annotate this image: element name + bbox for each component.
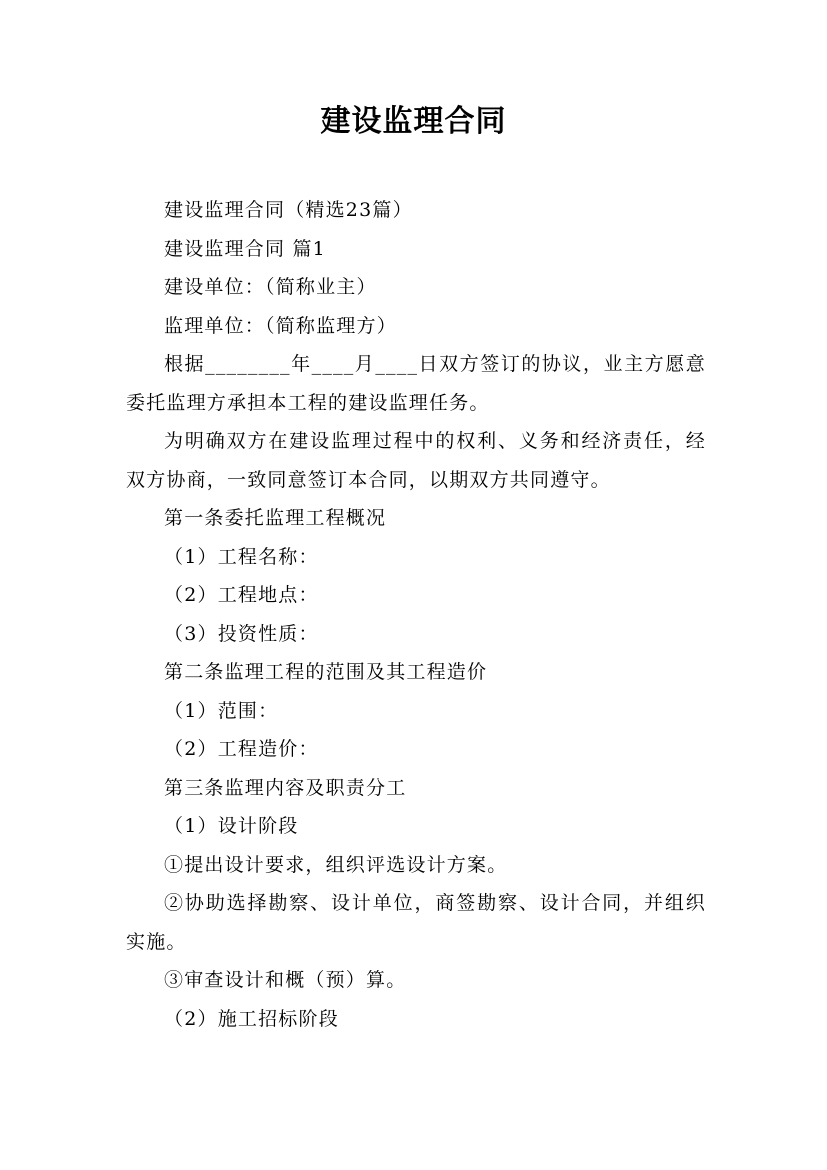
list-item: （1）工程名称： xyxy=(164,545,319,568)
list-item: （2）工程地点： xyxy=(164,584,319,606)
section-heading: 第三条监理内容及职责分工 xyxy=(164,776,407,799)
list-item: （1）范围： xyxy=(164,699,279,722)
paragraph: 监理单位：（简称监理方） xyxy=(164,314,397,337)
list-item: ②协助选择勘察、设计单位，商签勘察、设计合同，并组织实施。 xyxy=(126,892,706,953)
list-item: （1）设计阶段 xyxy=(164,815,299,837)
paragraph: 建设监理合同（精选23篇） xyxy=(164,199,413,221)
section-heading: 第一条委托监理工程概况 xyxy=(164,507,387,529)
paragraph: 建设监理合同 篇1 xyxy=(164,237,326,260)
document-body xyxy=(126,191,706,1038)
list-item: ①提出设计要求，组织评选设计方案。 xyxy=(164,853,508,876)
list-item: （3）投资性质： xyxy=(164,622,319,645)
list-item: （2）施工招标阶段 xyxy=(164,1007,339,1030)
list-item: ③审查设计和概（预）算。 xyxy=(164,969,407,991)
section-heading: 第二条监理工程的范围及其工程造价 xyxy=(164,661,488,683)
list-item: （2）工程造价： xyxy=(164,738,319,760)
paragraph: 为明确双方在建设监理过程中的权利、义务和经济责任，经双方协商，一致同意签订本合同，以期双方共同遵守。 xyxy=(126,430,706,491)
document-title: 建设监理合同 xyxy=(320,104,507,139)
paragraph: 根据________年____月____日双方签订的协议，业主方愿意委托监理方承担本工程的建设监理任务。 xyxy=(126,353,706,414)
paragraph: 建设单位：（简称业主） xyxy=(164,276,377,298)
